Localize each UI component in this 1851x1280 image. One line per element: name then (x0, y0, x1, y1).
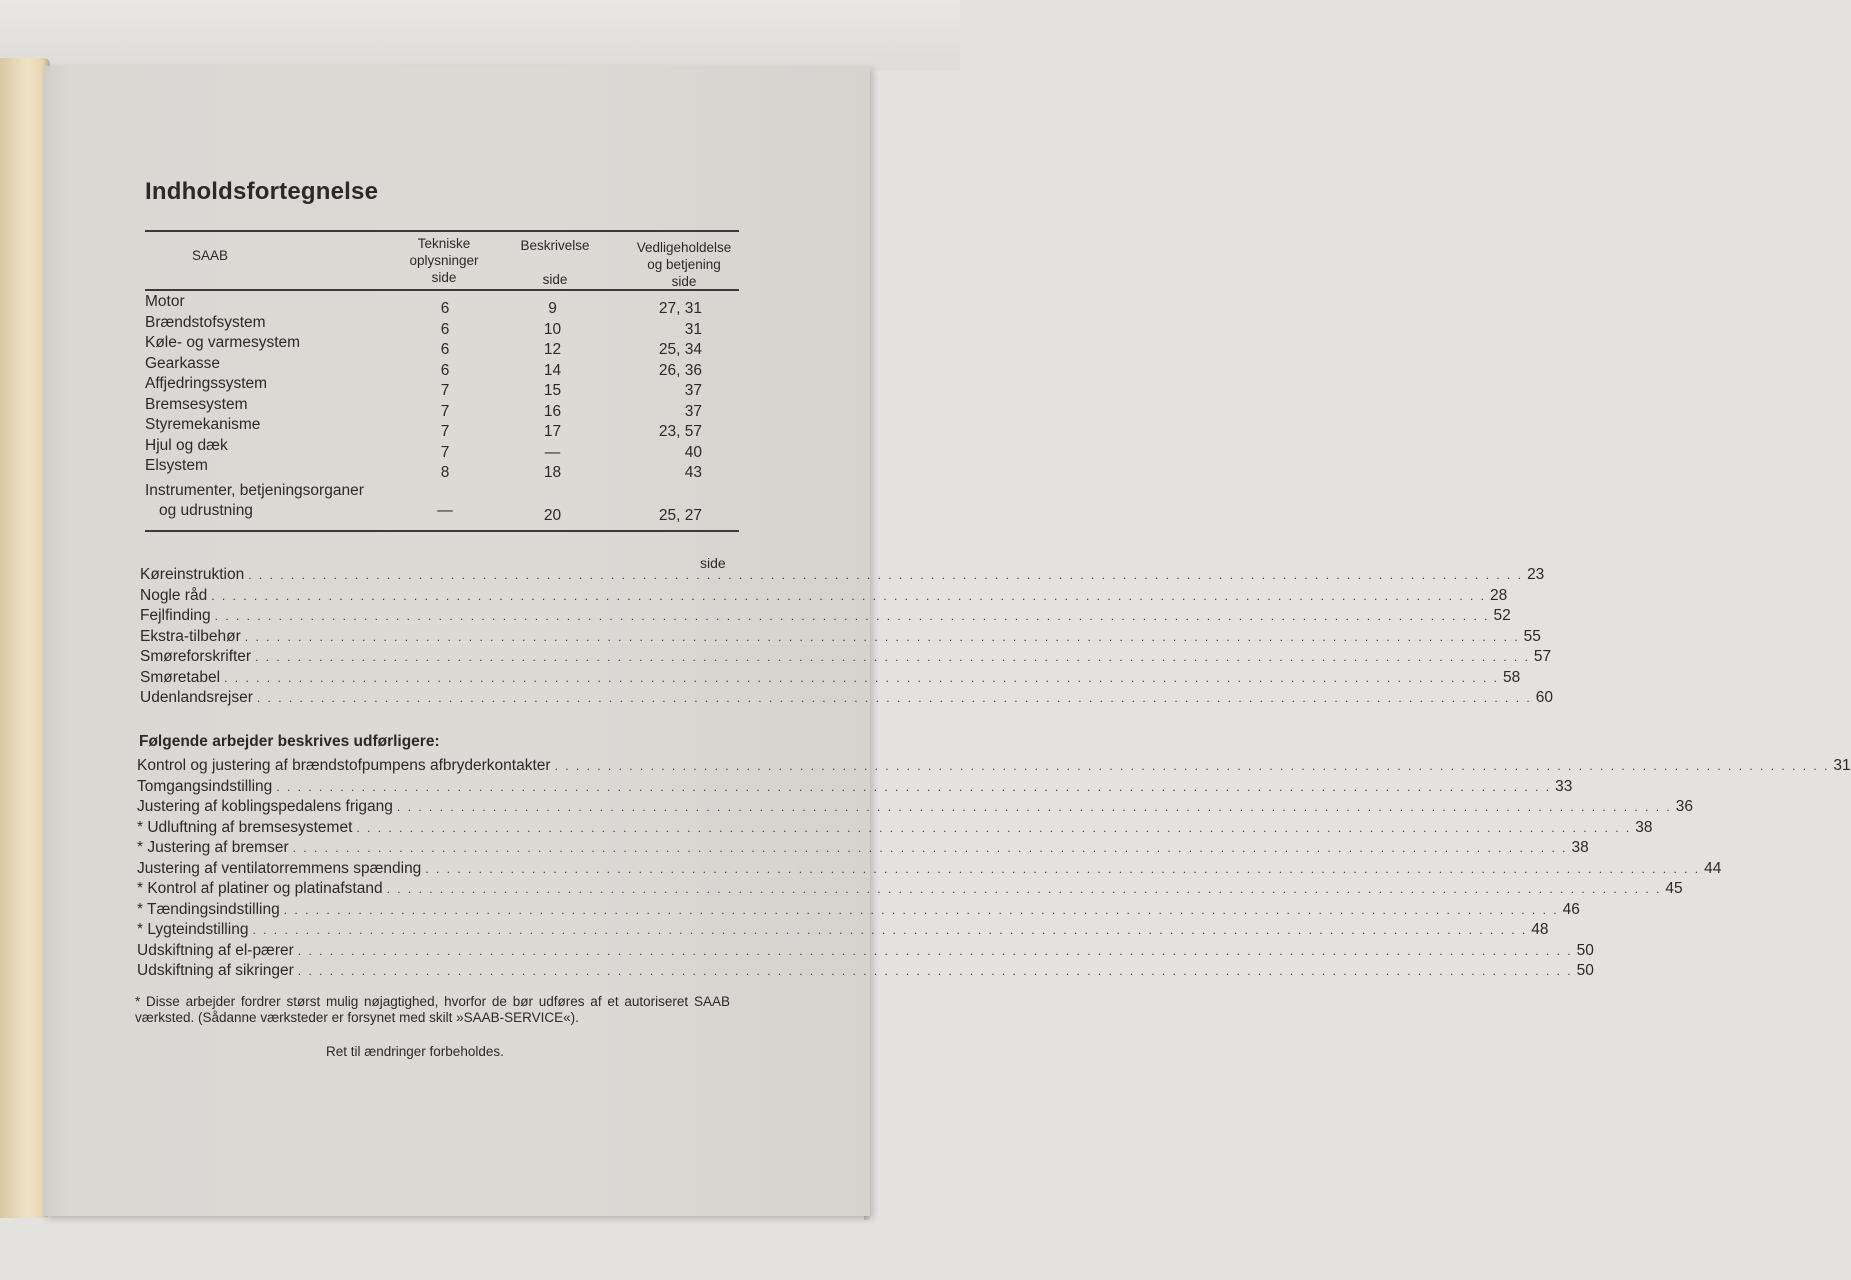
leader-dots: . . . . . . . . . . . . . . . . . . . . . . . . . . . . . . . . . . . . . . . . . . . . . . . . . . . . . . . . . . . . . . . . . . . . . . . . . . . . . . . . . . . . . . . . . . . . . . . . . . . . . . . . . . . . . . . . . . . . . . . . (256, 691, 1532, 705)
row-page-c3: 23, 57 (658, 423, 702, 440)
toc-entry (137, 839, 1589, 859)
row-page-c3: 37 (684, 382, 702, 399)
toc-entry (140, 566, 1545, 586)
leader-dots: . . . . . . . . . . . . . . . . . . . . . . . . . . . . . . . . . . . . . . . . . . . . . . . . . . . . . . . . . . . . . . . . . . . . . . . . . . . . . . . . . . . . . . . . . . . . . . . . . . . . . . . . . . . . . . . . . . . . . . . . (255, 650, 1530, 664)
toc-entry-label: * Lygteindstilling (137, 921, 249, 938)
leader-dots: . . . . . . . . . . . . . . . . . . . . . . . . . . . . . . . . . . . . . . . . . . . . . . . . . . . . . . . . . . . . . . . . . . . . . . . . . . . . . . . . . . . . . . . . . . . . . . . . . . . . . . . . . . . . . . . . . . . . . . . . (356, 820, 1632, 835)
toc-entry-page: 52 (1493, 607, 1511, 624)
row-label: Styremekanisme (145, 416, 261, 433)
toc-entry (137, 798, 1693, 818)
toc-entry-page: 44 (1704, 859, 1722, 877)
header-technical: Tekniske oplysninger side (409, 236, 479, 285)
toc-entry-label: * Udluftning af bremsesystemet (137, 818, 353, 836)
toc-entry (137, 818, 1653, 839)
leader-dots: . . . . . . . . . . . . . . . . . . . . . . . . . . . . . . . . . . . . . . . . . . . . . . . . . . . . . . . . . . . . . . . . . . . . . . . . . . . . . . . . . . . . . . . . . . . . . . . . . . . . . . . . . . . . . . . . . . . . . . . . (396, 800, 1672, 814)
leader-dots: . . . . . . . . . . . . . . . . . . . . . . . . . . . . . . . . . . . . . . . . . . . . . . . . . . . . . . . . . . . . . . . . . . . . . . . . . . . . . . . . . . . . . . . . . . . . . . . . . . . . . . . . . . . . . . . . . . . . . . . . (386, 882, 1662, 896)
toc-entry (140, 607, 1511, 627)
row-page-c2: 18 (543, 464, 562, 481)
toc-entry-page: 57 (1533, 648, 1552, 665)
reserve-note: Ret til ændringer forbeholdes. (326, 1044, 504, 1059)
toc-entry-label: * Kontrol af platiner og platinafstand (137, 880, 383, 897)
leader-dots: . . . . . . . . . . . . . . . . . . . . . . . . . . . . . . . . . . . . . . . . . . . . . . . . . . . . . . . . . . . . . . . . . . . . . . . . . . . . . . . . . . . . . . . . . . . . . . . . . . . . . . . . . . . . . . . . . . . . . . . . (211, 588, 1487, 603)
toc-entry-page: 23 (1527, 566, 1545, 583)
row-label: Gearkasse (145, 354, 220, 372)
toc-entry (140, 668, 1521, 689)
toc-entry (137, 859, 1722, 880)
toc-entry-label: Nogle råd (140, 586, 208, 604)
row-page-c1: 7 (440, 423, 450, 440)
toc-entry-page: 28 (1490, 586, 1508, 604)
leader-dots: . . . . . . . . . . . . . . . . . . . . . . . . . . . . . . . . . . . . . . . . . . . . . . . . . . . . . . . . . . . . . . . . . . . . . . . . . . . . . . . . . . . . . . . . . . . . . . . . . . . . . . . . . . . . . . . . . . . . . . . . (425, 861, 1701, 876)
table-row (145, 293, 740, 317)
row-page-c3: 27, 31 (658, 300, 702, 317)
leader-dots: . . . . . . . . . . . . . . . . . . . . . . . . . . . . . . . . . . . . . . . . . . . . . . . . . . . . . . . . . . . . . . . . . . . . . . . . . . . . . . . . . . . . . . . . . . . . . . . . . . . . . . . . . . . . . . . . . . . . . . . . (554, 759, 1830, 773)
leader-dots: . . . . . . . . . . . . . . . . . . . . . . . . . . . . . . . . . . . . . . . . . . . . . . . . . . . . . . . . . . . . . . . . . . . . . . . . . . . . . . . . . . . . . . . . . . . . . . . . . . . . . . . . . . . . . . . . . . . . . . . . (252, 923, 1528, 937)
row-page-c2: 14 (543, 361, 562, 379)
toc-entry-page: 38 (1571, 839, 1589, 856)
toc-entry-label: Smøreforskrifter (140, 648, 252, 665)
row-page-c1: 6 (440, 361, 450, 379)
row-page-c3: 40 (684, 443, 702, 461)
toc-entry-page: 31 (1833, 757, 1851, 774)
toc-entry-page: 50 (1576, 962, 1594, 979)
toc-entry-label: Smøretabel (140, 668, 221, 686)
subheading: Følgende arbejder beskrives udførligere: (139, 733, 440, 750)
toc-entry-label: Tomgangsindstilling (137, 777, 273, 795)
header-maintenance: Vedligeholdelse og betjening side (636, 240, 732, 289)
table-bottom-rule (145, 530, 739, 532)
toc-entry-page: 45 (1665, 880, 1683, 897)
row-label: Elsystem (145, 457, 208, 474)
leader-dots: . . . . . . . . . . . . . . . . . . . . . . . . . . . . . . . . . . . . . . . . . . . . . . . . . . . . . . . . . . . . . . . . . . . . . . . . . . . . . . . . . . . . . . . . . . . . . . . . . . . . . . . . . . . . . . . . . . . . . . . . (224, 670, 1499, 685)
leader-dots: . . . . . . . . . . . . . . . . . . . . . . . . . . . . . . . . . . . . . . . . . . . . . . . . . . . . . . . . . . . . . . . . . . . . . . . . . . . . . . . . . . . . . . . . . . . . . . . . . . . . . . . . . . . . . . . . . . . . . . . . (248, 568, 1524, 582)
row-label: Hjul og dæk (145, 436, 228, 454)
row-label: Motor (145, 293, 185, 310)
leader-dots: . . . . . . . . . . . . . . . . . . . . . . . . . . . . . . . . . . . . . . . . . . . . . . . . . . . . . . . . . . . . . . . . . . . . . . . . . . . . . . . . . . . . . . . . . . . . . . . . . . . . . . . . . . . . . . . . . . . . . . . . (292, 841, 1568, 855)
toc-side-label: side (700, 555, 726, 571)
row-page-c1: 7 (440, 382, 450, 399)
toc-entry-page: 55 (1523, 627, 1541, 645)
row-page-c1: 7 (440, 402, 450, 420)
toc-entry-page: 58 (1502, 668, 1521, 686)
table-row: og udrustning — 20 25, 27 (159, 502, 702, 524)
toc-entry-page: 36 (1675, 798, 1693, 815)
table-row (145, 457, 740, 481)
row-page-c1: 6 (440, 341, 450, 358)
leader-dots: . . . . . . . . . . . . . . . . . . . . . . . . . . . . . . . . . . . . . . . . . . . . . . . . . . . . . . . . . . . . . . . . . . . . . . . . . . . . . . . . . . . . . . . . . . . . . . . . . . . . . . . . . . . . . . . . . . . . . . . . (244, 629, 1520, 644)
table-row (145, 375, 740, 399)
toc-entry-label: Justering af koblingspedalens frigang (137, 798, 393, 815)
toc-entry-page: 60 (1535, 689, 1553, 706)
backdrop (0, 0, 960, 70)
toc-entry-label: * Justering af bremser (137, 839, 289, 856)
toc-entry-label: Udskiftning af el-pærer (137, 941, 294, 959)
row-page-c2: 15 (543, 382, 562, 399)
toc-entry (137, 962, 1594, 982)
row-page-c1: 6 (440, 320, 450, 338)
toc-entry-label: Udenlandsrejser (140, 689, 253, 706)
toc-entry-label: Køreinstruktion (140, 566, 245, 583)
toc-entry-label: Fejlfinding (140, 607, 211, 624)
row-page-c2: 16 (543, 402, 562, 420)
row-page-c2: — (544, 443, 561, 461)
footnote: * Disse arbejder fordrer størst mulig nøjagtighed, hvorfor de bør udføres af et autoriseret SAAB værksted. (Sådanne værksteder er forsynet med skilt »SAAB-SERVICE«). (135, 994, 730, 1025)
row-page-c2: 12 (543, 341, 562, 358)
toc-entry-page: 38 (1635, 818, 1653, 836)
table-row: Instrumenter, betjeningsorganer (145, 482, 364, 499)
table-row (145, 395, 740, 420)
row-page-c2: 17 (543, 423, 562, 440)
table-header-rule (145, 289, 739, 291)
table-row (145, 313, 740, 338)
toc-entry (137, 900, 1580, 921)
table-row (145, 416, 740, 440)
row-label: Brændstofsystem (145, 313, 266, 331)
booklet-spine (0, 58, 50, 1218)
toc-entry-label: Kontrol og justering af brændstofpumpens afbryderkontakter (137, 757, 551, 774)
row-page-c1: 6 (440, 300, 450, 317)
row-page-c2: 10 (543, 320, 562, 338)
table-row (145, 436, 740, 461)
leader-dots: . . . . . . . . . . . . . . . . . . . . . . . . . . . . . . . . . . . . . . . . . . . . . . . . . . . . . . . . . . . . . . . . . . . . . . . . . . . . . . . . . . . . . . . . . . . . . . . . . . . . . . . . . . . . . . . . . . . . . . . . (214, 609, 1490, 623)
row-page-c3: 31 (684, 320, 702, 338)
leader-dots: . . . . . . . . . . . . . . . . . . . . . . . . . . . . . . . . . . . . . . . . . . . . . . . . . . . . . . . . . . . . . . . . . . . . . . . . . . . . . . . . . . . . . . . . . . . . . . . . . . . . . . . . . . . . . . . . . . . . . . . . (276, 779, 1552, 794)
toc-entry-page: 46 (1562, 900, 1580, 918)
toc-entry (137, 757, 1851, 777)
table-top-rule (145, 230, 739, 232)
page-title: Indholdsfortegnelse (145, 178, 379, 205)
toc-entry-label: Ekstra-tilbehør (140, 627, 241, 645)
toc-entry-page: 50 (1576, 941, 1594, 959)
row-page-c3: 25, 34 (658, 341, 702, 358)
row-label: Bremsesystem (145, 395, 248, 413)
row-page-c3: 37 (684, 402, 702, 420)
table-row (145, 354, 740, 379)
header-description: Beskrivelse side (520, 238, 590, 287)
toc-entry (140, 627, 1541, 648)
toc-entry (137, 941, 1594, 962)
toc-entry-page: 48 (1531, 921, 1549, 938)
toc-entry (137, 777, 1573, 798)
leader-dots: . . . . . . . . . . . . . . . . . . . . . . . . . . . . . . . . . . . . . . . . . . . . . . . . . . . . . . . . . . . . . . . . . . . . . . . . . . . . . . . . . . . . . . . . . . . . . . . . . . . . . . . . . . . . . . . . . . . . . . . . (297, 943, 1573, 958)
leader-dots: . . . . . . . . . . . . . . . . . . . . . . . . . . . . . . . . . . . . . . . . . . . . . . . . . . . . . . . . . . . . . . . . . . . . . . . . . . . . . . . . . . . . . . . . . . . . . . . . . . . . . . . . . . . . . . . . . . . . . . . . (283, 902, 1559, 917)
row-page-c2: 9 (548, 300, 557, 317)
toc-entry (137, 880, 1683, 900)
toc-entry-page: 33 (1555, 777, 1573, 795)
leader-dots: . . . . . . . . . . . . . . . . . . . . . . . . . . . . . . . . . . . . . . . . . . . . . . . . . . . . . . . . . . . . . . . . . . . . . . . . . . . . . . . . . . . . . . . . . . . . . . . . . . . . . . . . . . . . . . . . . . . . . . . . (297, 964, 1573, 978)
row-page-c3: 43 (684, 464, 702, 481)
toc-entry (140, 689, 1553, 709)
row-page-c3: 26, 36 (658, 361, 702, 379)
toc-entry-label: Udskiftning af sikringer (137, 962, 294, 979)
row-page-c1: 7 (440, 443, 450, 461)
row-label: Affjedringssystem (145, 375, 268, 392)
row-page-c1: 8 (440, 464, 450, 481)
toc-entry-label: * Tændingsindstilling (137, 900, 280, 918)
row-label: Køle- og varmesystem (145, 334, 301, 351)
toc-entry (140, 586, 1508, 607)
toc-entry (140, 648, 1552, 668)
toc-entry (137, 921, 1549, 941)
header-brand: SAAB (191, 248, 229, 263)
toc-entry-label: Justering af ventilatorremmens spænding (137, 859, 422, 877)
table-row (145, 334, 740, 358)
